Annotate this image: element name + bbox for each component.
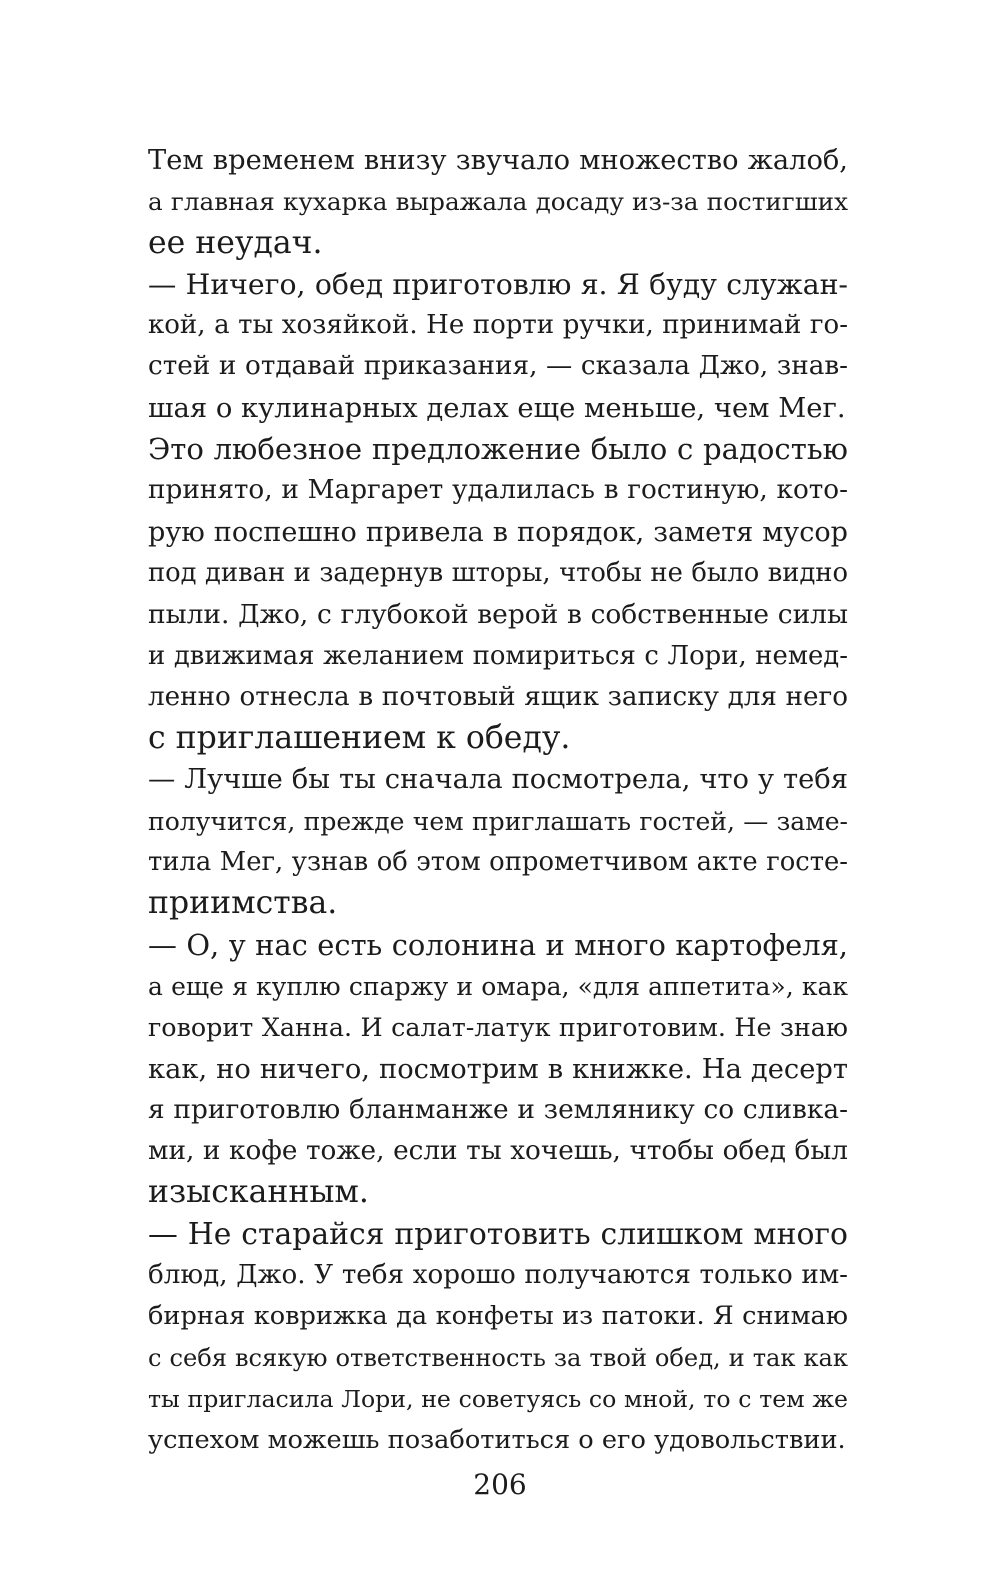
text-line: — О, у нас есть солонина и много картофеля, <box>148 927 848 962</box>
text-line: как, но ничего, посмотрим в книжке. На десерт <box>148 1053 848 1085</box>
text-line: изысканным. <box>148 1174 369 1211</box>
text-line: говорит Ханна. И салат-латук приготовим. Не знаю <box>148 1012 848 1043</box>
text-line: с себя всякую ответственность за твой обед, и так как <box>148 1343 848 1372</box>
text-line: Тем временем внизу звучало множество жалоб, <box>148 145 848 176</box>
text-line: блюд, Джо. У тебя хорошо получаются только им- <box>148 1260 848 1291</box>
text-line: а еще я куплю спаржу и омара, «для аппетита», как <box>148 971 848 1001</box>
page-number: 206 <box>473 1468 527 1501</box>
text-line: — Ничего, обед приготовлю я. Я буду служан- <box>148 267 848 301</box>
text-line: и движимая желанием помириться с Лори, немед- <box>148 640 848 671</box>
text-line: — Не старайся приготовить слишком много <box>148 1216 848 1252</box>
text-line: приимства. <box>148 885 338 922</box>
text-line: бирная коврижка да конфеты из патоки. Я снимаю <box>148 1301 848 1332</box>
text-line: ми, и кофе тоже, если ты хочешь, чтобы обед был <box>148 1136 848 1167</box>
text-line: кой, а ты хозяйкой. Не порти ручки, принимай го- <box>148 310 848 341</box>
text-line: принято, и Маргарет удалилась в гостиную, кото- <box>148 475 848 506</box>
text-line: я приготовлю бланманже и землянику со сливка- <box>148 1094 848 1125</box>
body-text <box>148 140 848 1462</box>
text-line: получится, прежде чем приглашать гостей, — заме- <box>148 806 848 836</box>
text-line: ее неудач. <box>148 224 323 261</box>
text-line: с приглашением к обеду. <box>148 720 571 757</box>
text-line: успехом можешь позаботиться о его удовольствии. <box>148 1425 846 1456</box>
text-line: пыли. Джо, с глубокой верой в собственные силы <box>148 599 848 631</box>
text-line: ленно отнесла в почтовый ящик записку для него <box>148 681 848 712</box>
text-line: под диван и задернув шторы, чтобы не было видно <box>148 557 848 588</box>
text-line: ты пригласила Лори, не советуясь со мной, то с тем же <box>148 1384 848 1413</box>
text-line: шая о кулинарных делах еще меньше, чем Мег. <box>148 392 846 424</box>
text-line: — Лучше бы ты сначала посмотрела, что у тебя <box>148 764 848 796</box>
text-line: рую поспешно привела в порядок, заметя мусор <box>148 516 848 548</box>
text-line: Это любезное предложение было с радостью <box>148 432 848 467</box>
text-line: стей и отдавай приказания, — сказала Джо, знав- <box>148 351 848 382</box>
text-line: а главная кухарка выражала досаду из-за постигших <box>148 187 848 217</box>
text-line: тила Мег, узнав об этом опрометчивом акте госте- <box>148 847 848 878</box>
